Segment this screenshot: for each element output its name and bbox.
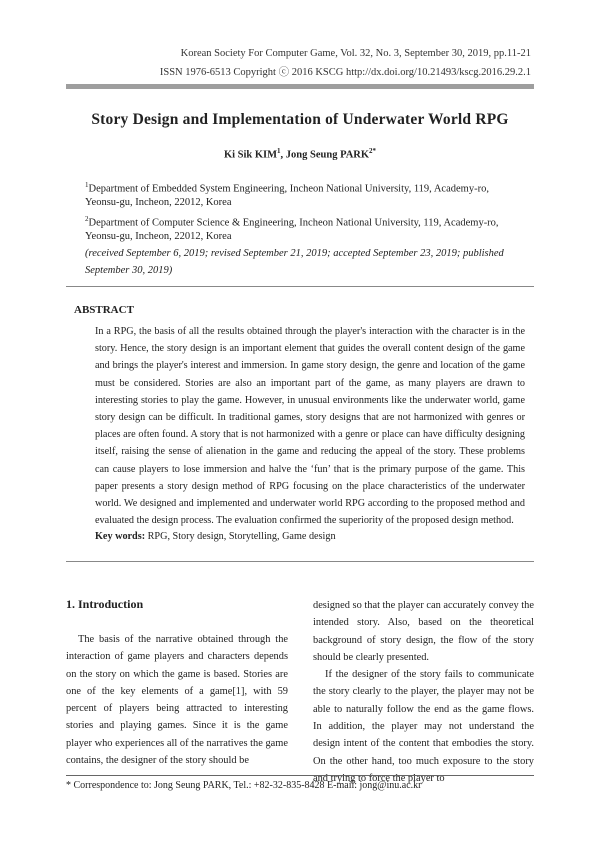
affiliation-1-sup: 1	[85, 181, 89, 189]
authors	[0, 147, 600, 161]
intro-paragraph-1: The basis of the narrative obtained through the interaction of game players and characters depends on the story on which the game is based. Stories are one of the key elements of a game[1], with 59 percent of players being attracted to interesting stories and playing games. Since it is the game player who experiences all of the narratives the game contains, the designer of the story should be	[66, 634, 288, 767]
abstract-heading: ABSTRACT	[74, 304, 134, 316]
intro-paragraph-1-cont: designed so that the player can accurately convey the intended story. Also, based on the theoretical background of story design, the flow of the story should be clearly presented.	[313, 600, 534, 663]
journal-citation: Korean Society For Computer Game, Vol. 32, No. 3, September 30, 2019, pp.11-21	[180, 48, 531, 59]
header-bar	[66, 84, 534, 89]
section-heading-introduction: 1. Introduction	[66, 597, 144, 611]
keywords	[95, 531, 336, 542]
divider-bottom	[66, 561, 534, 562]
affiliation-2-line-b: Yeonsu-gu, Incheon, 22012, Korea	[85, 231, 232, 242]
keywords-label: Key words:	[95, 531, 146, 542]
issn-copyright: ISSN 1976-6513 Copyright ⓒ 2016 KSCG http://dx.doi.org/10.21493/kscg.2016.29.2.1	[159, 67, 531, 78]
correspondence-footnote: * Correspondence to: Jong Seung PARK, Tel.: +82-32-835-8428 E-mail: jong@inu.ac.kr	[66, 780, 422, 791]
affiliation-2-sup: 2	[85, 215, 89, 223]
intro-paragraph-2: If the designer of the story fails to communicate the story clearly to the player, the player may not be able to naturally follow the end as the game flows. In addition, the player may not understand the design intent of the content that embodies the story. On the other hand, too much exposure to the story and trying to force the player to	[313, 669, 534, 784]
abstract-body: In a RPG, the basis of all the results obtained through the player's interaction with the character is in the story. Hence, the story design is an important element that guides the overall content design of the game and brings the player's interest and immersion. In game story design, the genre and location of the game must be considered. Stories are also an important part of the game, as many players are drawn to interesting stories to play the game. However, in unusual environments like the underwater world, game story design can be difficult. In traditional games, story designs that are not harmonized with genres or places are often found. A story that is not harmonized with a genre or place can have difficulty designing itself, raising the sense of alienation in the game and reducing the appeal of the story. These problems can cause players to lose immersion and halve the ‘fun’ that is the primary purpose of the game. This paper presents a story design method of RPG focusing on the place characteristics of the underwater world. We designed and implemented and underwater world RPG according to the proposed method and evaluated the design process. The evaluation confirmed the superiority of the proposed design method.	[95, 326, 525, 527]
author-1: Ki Sik KIM	[223, 149, 278, 161]
footnote-rule	[66, 775, 534, 776]
paper-title: Story Design and Implementation of Underwater World RPG	[91, 111, 509, 128]
intro-left-column	[66, 631, 288, 769]
author-1-sup: 1	[277, 147, 281, 155]
keywords-list: RPG, Story design, Storytelling, Game design	[145, 531, 336, 542]
author-2-sup: 2*	[369, 147, 377, 155]
intro-right-column	[313, 597, 534, 787]
dates-line-a: (received September 6, 2019; revised September 21, 2019; accepted September 23, 2019; published	[85, 248, 504, 259]
affiliation-2-line-a: Department of Computer Science & Engineering, Incheon National University, 119, Academy-ro,	[88, 217, 499, 229]
author-2: Jong Seung PARK	[285, 149, 370, 161]
affiliation-1-line-a: Department of Embedded System Engineering, Incheon National University, 119, Academy-ro,	[88, 183, 489, 195]
author-sep: ,	[280, 149, 286, 161]
divider-top	[66, 286, 534, 287]
affiliation-1-line-b: Yeonsu-gu, Incheon, 22012, Korea	[85, 197, 232, 208]
dates-line-b: September 30, 2019)	[85, 265, 173, 276]
